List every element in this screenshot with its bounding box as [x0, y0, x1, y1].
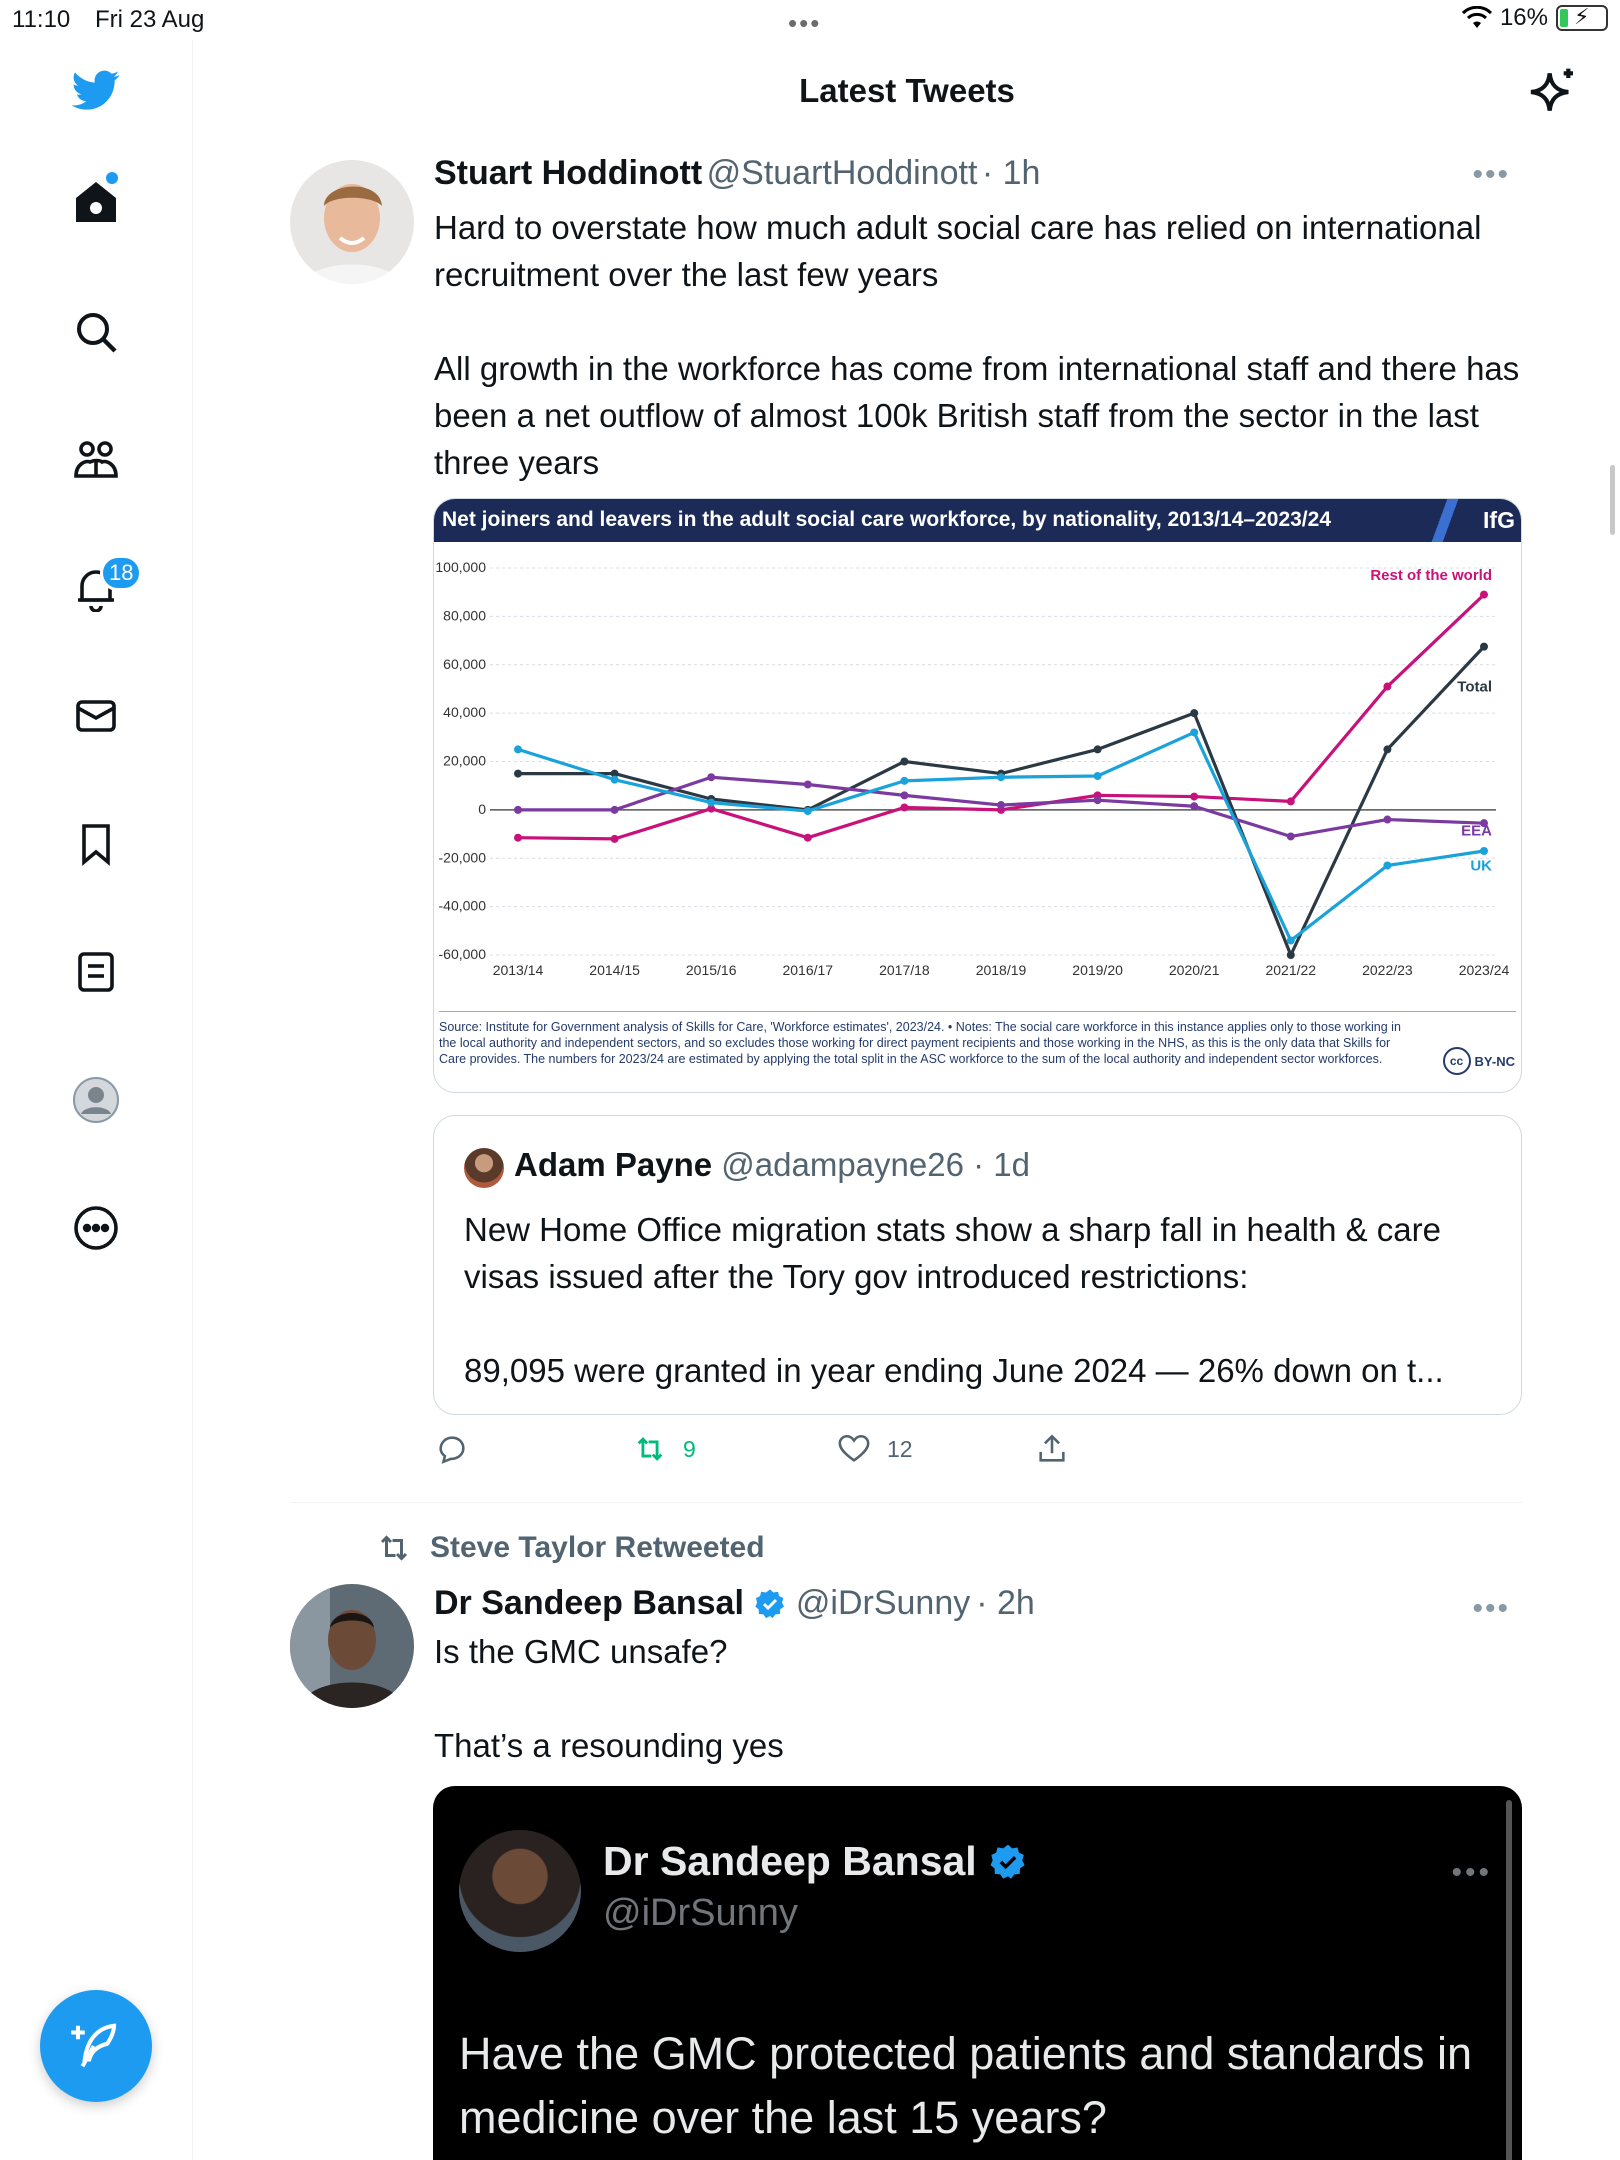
communities-icon[interactable]	[64, 428, 128, 492]
chart-series-label: EEA	[1461, 822, 1492, 840]
more-options-circle-icon[interactable]	[64, 1196, 128, 1260]
chart-y-tick-label: 100,000	[435, 559, 486, 575]
notification-count-badge: 18	[100, 555, 142, 591]
chart-data-point	[997, 801, 1005, 809]
chart-y-tick-label: -40,000	[438, 897, 486, 914]
share-icon	[1035, 1432, 1069, 1466]
embedded-tweet-screenshot[interactable]	[433, 1786, 1522, 2160]
verified-badge-icon	[754, 1588, 786, 1620]
chart-data-point	[1383, 683, 1391, 691]
quoted-tweet-time: · 1d	[973, 1146, 1030, 1183]
feather-plus-icon	[69, 2019, 123, 2073]
author-handle[interactable]: @StuartHoddinott	[706, 154, 978, 192]
quoted-tweet-header	[514, 1146, 1030, 1184]
lists-icon[interactable]	[64, 940, 128, 1004]
page-title: Latest Tweets	[799, 72, 1015, 109]
chart-x-tick-label: 2019/20	[1072, 962, 1123, 978]
retweet-count: 9	[683, 1435, 696, 1462]
chart-x-tick-label: 2014/15	[589, 962, 640, 978]
chart-title: Net joiners and leavers in the adult social care workforce, by nationality, 2013/14–2023/24	[442, 508, 1332, 531]
retweeted-by-label	[376, 1530, 765, 1566]
chart-data-point	[1383, 745, 1391, 753]
chart-x-tick-label: 2023/24	[1458, 962, 1510, 978]
chart-banner	[434, 499, 1522, 542]
twitter-bird-icon[interactable]	[64, 58, 128, 122]
bookmark-icon[interactable]	[64, 812, 128, 876]
tweet2-time[interactable]: · 2h	[976, 1584, 1035, 1622]
embedded-more-icon: •••	[1451, 1856, 1492, 1889]
chart-data-point	[1094, 796, 1102, 804]
chart-data-point	[1190, 728, 1198, 736]
chart-data-point	[900, 758, 908, 766]
chart-series-line	[518, 732, 1484, 940]
chart-data-point	[1480, 643, 1488, 651]
chart-data-point	[514, 834, 522, 842]
author2-name[interactable]: Dr Sandeep Bansal	[434, 1584, 744, 1622]
chart-data-point	[707, 773, 715, 781]
chart-data-point	[611, 776, 619, 784]
chart-series-label: Total	[1457, 678, 1492, 696]
quoted-author-handle: @adampayne26	[721, 1146, 964, 1183]
chart-data-point	[1287, 797, 1295, 805]
chart-x-tick-label: 2016/17	[782, 962, 834, 978]
battery-icon: ⚡	[1556, 5, 1608, 31]
compose-tweet-button[interactable]	[40, 1990, 152, 2102]
home-new-dot	[106, 172, 118, 184]
tweet-divider	[290, 1502, 1522, 1503]
embedded-verified-badge-icon	[989, 1843, 1027, 1881]
scrollbar-thumb[interactable]	[1610, 465, 1615, 535]
sparkle-timeline-icon[interactable]	[1524, 64, 1580, 120]
chart-y-tick-label: 0	[478, 800, 486, 817]
line-chart	[434, 542, 1522, 1022]
tweet2-more-menu-icon[interactable]: •••	[1472, 1592, 1510, 1625]
chart-x-tick-label: 2013/14	[492, 962, 544, 978]
author-name[interactable]: Stuart Hoddinott	[434, 154, 703, 192]
tweet2-text: Is the GMC unsafe? That’s a resounding yes	[434, 1633, 784, 1764]
chart-data-point	[514, 745, 522, 753]
embedded-author-name: Dr Sandeep Bansal	[603, 1838, 977, 1884]
tweet-time[interactable]: · 1h	[981, 154, 1041, 192]
chart-data-point	[1383, 862, 1391, 870]
timeline-header	[194, 40, 1620, 140]
tweet-actions	[433, 1432, 1133, 1476]
chart-data-point	[900, 777, 908, 785]
chart-source-notes: Source: Institute for Government analysis of Skills for Care, 'Workforce estimates', 2023/24. • Notes: The social care workforce in this instance applies only to those working in the local authority and independent sectors, and so excludes those working for direct payment recipients and those working in the NHS, as this is the only data that Skills for Care provides. The numbers for 2023/24 are estimated by applying the total split in the ASC workforce to the sum of the local authority and independent sector workforces.	[439, 1020, 1401, 1066]
multitasking-dots-icon[interactable]: •••	[788, 8, 822, 38]
chart-data-point	[804, 834, 812, 842]
tweet-header	[290, 152, 1522, 212]
chart-data-point	[514, 770, 522, 778]
status-time: 11:10	[12, 6, 71, 33]
quoted-tweet-text: New Home Office migration stats show a sharp fall in health & care visas issued after the Tory gov introduced restrictions: 89,095 were granted in year ending June 2024 — 26% down on t...	[464, 1211, 1444, 1389]
chart-data-point	[1190, 709, 1198, 717]
chart-data-point	[1094, 772, 1102, 780]
chart-data-point	[1287, 936, 1295, 944]
battery-percent: 16%	[1499, 4, 1548, 31]
embedded-author-handle: @iDrSunny	[603, 1892, 798, 1934]
chart-series-label: UK	[1470, 857, 1492, 875]
chart-data-point	[1383, 816, 1391, 824]
chart-data-point	[1094, 745, 1102, 753]
retweeted-by-text[interactable]: Steve Taylor Retweeted	[430, 1531, 765, 1564]
chart-data-point	[611, 806, 619, 814]
chart-data-point	[1480, 591, 1488, 599]
chart-data-point	[997, 773, 1005, 781]
chart-image[interactable]	[433, 498, 1522, 1093]
chart-data-point	[804, 780, 812, 788]
retweet-button[interactable]	[633, 1432, 696, 1466]
author2-handle[interactable]: @iDrSunny	[795, 1584, 971, 1622]
retweet-icon	[633, 1432, 667, 1466]
adam-payne-avatar	[464, 1148, 504, 1188]
profile-avatar-icon[interactable]	[64, 1068, 128, 1132]
cc-by-nc-badge: cc BY-NC	[1443, 1047, 1515, 1075]
share-button[interactable]	[1035, 1432, 1069, 1466]
tweet-more-menu-icon[interactable]: •••	[1472, 158, 1510, 191]
chart-y-tick-label: 80,000	[443, 607, 486, 624]
embedded-tweet-text: Have the GMC protected patients and standards in medicine over the last 15 years?	[459, 2028, 1473, 2143]
like-button[interactable]	[837, 1432, 913, 1466]
status-left	[12, 6, 222, 34]
heart-icon	[837, 1432, 871, 1466]
chart-y-tick-label: -20,000	[438, 849, 486, 866]
messages-mail-icon[interactable]	[64, 684, 128, 748]
reply-icon	[435, 1432, 469, 1466]
home-icon[interactable]	[64, 170, 128, 234]
quoted-tweet[interactable]	[433, 1115, 1522, 1415]
like-count: 12	[887, 1435, 913, 1462]
chart-x-tick-label: 2018/19	[975, 962, 1027, 978]
chart-series-line	[518, 647, 1484, 955]
status-bar	[0, 0, 1620, 40]
chart-x-tick-label: 2017/18	[879, 962, 930, 978]
ifg-logo: IfG	[1483, 507, 1515, 533]
chart-data-point	[707, 799, 715, 807]
chart-y-tick-label: 40,000	[443, 704, 486, 721]
chart-series-label: Rest of the world	[1370, 567, 1492, 585]
chart-x-tick-label: 2022/23	[1362, 962, 1413, 978]
chart-y-tick-label: -60,000	[438, 946, 486, 962]
retweet-small-icon	[376, 1530, 412, 1566]
wifi-icon	[1462, 6, 1492, 30]
chart-data-point	[900, 803, 908, 811]
quoted-author-name: Adam Payne	[514, 1146, 713, 1183]
reply-button[interactable]	[435, 1432, 469, 1466]
chart-x-tick-label: 2021/22	[1265, 962, 1317, 978]
chart-data-point	[514, 806, 522, 814]
chart-data-point	[1190, 793, 1198, 801]
embedded-avatar	[459, 1830, 581, 1952]
status-right	[1462, 4, 1608, 32]
chart-x-tick-label: 2015/16	[685, 962, 737, 978]
chart-data-point	[804, 807, 812, 815]
chart-x-tick-label: 2020/21	[1168, 962, 1220, 978]
chart-data-point	[1190, 802, 1198, 810]
chart-data-point	[611, 835, 619, 843]
status-date: Fri 23 Aug	[94, 6, 205, 33]
embedded-name-row	[603, 1838, 1027, 1885]
chart-data-point	[1287, 951, 1295, 959]
chart-y-tick-label: 60,000	[443, 655, 486, 672]
chart-y-tick-label: 20,000	[443, 752, 486, 769]
chart-data-point	[1480, 847, 1488, 855]
search-icon[interactable]	[64, 300, 128, 364]
chart-data-point	[900, 791, 908, 799]
tweet-text: Hard to overstate how much adult social care has relied on international recruitment over the last few years All growth in the workforce has come from international staff and there has been a net outflow of almost 100k British staff from the sector in the last three years	[434, 209, 1520, 481]
chart-data-point	[1287, 832, 1295, 840]
